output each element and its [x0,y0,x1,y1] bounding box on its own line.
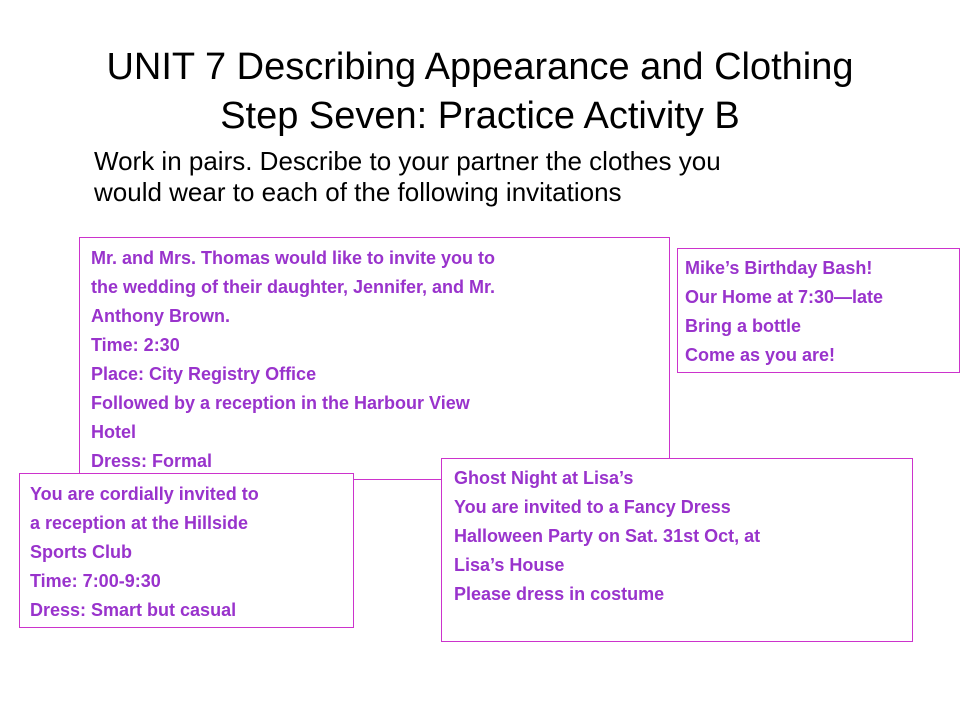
reception-invitation-line: Dress: Smart but casual [30,600,237,620]
reception-invitation-line: a reception at the Hillside [30,513,249,533]
halloween-invitation-line: Lisa’s House [454,555,565,575]
birthday-invitation-line: Mike’s Birthday Bash! [685,258,873,278]
birthday-invitation-line: Our Home at 7:30—late [685,287,884,307]
slide-title-line-2: Step Seven: Practice Activity B [220,95,740,137]
halloween-invitation-line: Ghost Night at Lisa’s [454,468,634,488]
birthday-invitation-card [677,248,960,373]
wedding-invitation-line: Place: City Registry Office [91,364,317,384]
wedding-invitation-card [79,237,670,480]
wedding-invitation-line: Anthony Brown. [91,306,230,326]
birthday-invitation-line: Bring a bottle [685,316,801,336]
halloween-invitation-line: You are invited to a Fancy Dress [454,497,731,517]
wedding-invitation-line: Time: 2:30 [91,335,180,355]
birthday-invitation-line: Come as you are! [685,345,836,365]
instructions-line-2: would wear to each of the following invitations [94,177,622,207]
slide-title-line-1: UNIT 7 Describing Appearance and Clothing [106,46,854,88]
halloween-invitation-card [441,458,913,642]
reception-invitation-line: You are cordially invited to [30,484,259,504]
instructions-text [94,146,894,208]
wedding-invitation-line: the wedding of their daughter, Jennifer, and Mr. [91,277,496,297]
wedding-invitation-line: Hotel [91,422,136,442]
reception-invitation-line: Sports Club [30,542,132,562]
wedding-invitation-line: Dress: Formal [91,451,213,471]
halloween-invitation-line: Halloween Party on Sat. 31st Oct, at [454,526,761,546]
wedding-invitation-line: Followed by a reception in the Harbour View [91,393,470,413]
wedding-invitation-line: Mr. and Mrs. Thomas would like to invite you to [91,248,496,268]
instructions-line-1: Work in pairs. Describe to your partner the clothes you [94,146,721,176]
halloween-invitation-line: Please dress in costume [454,584,665,604]
reception-invitation-card [19,473,354,628]
reception-invitation-line: Time: 7:00-9:30 [30,571,161,591]
